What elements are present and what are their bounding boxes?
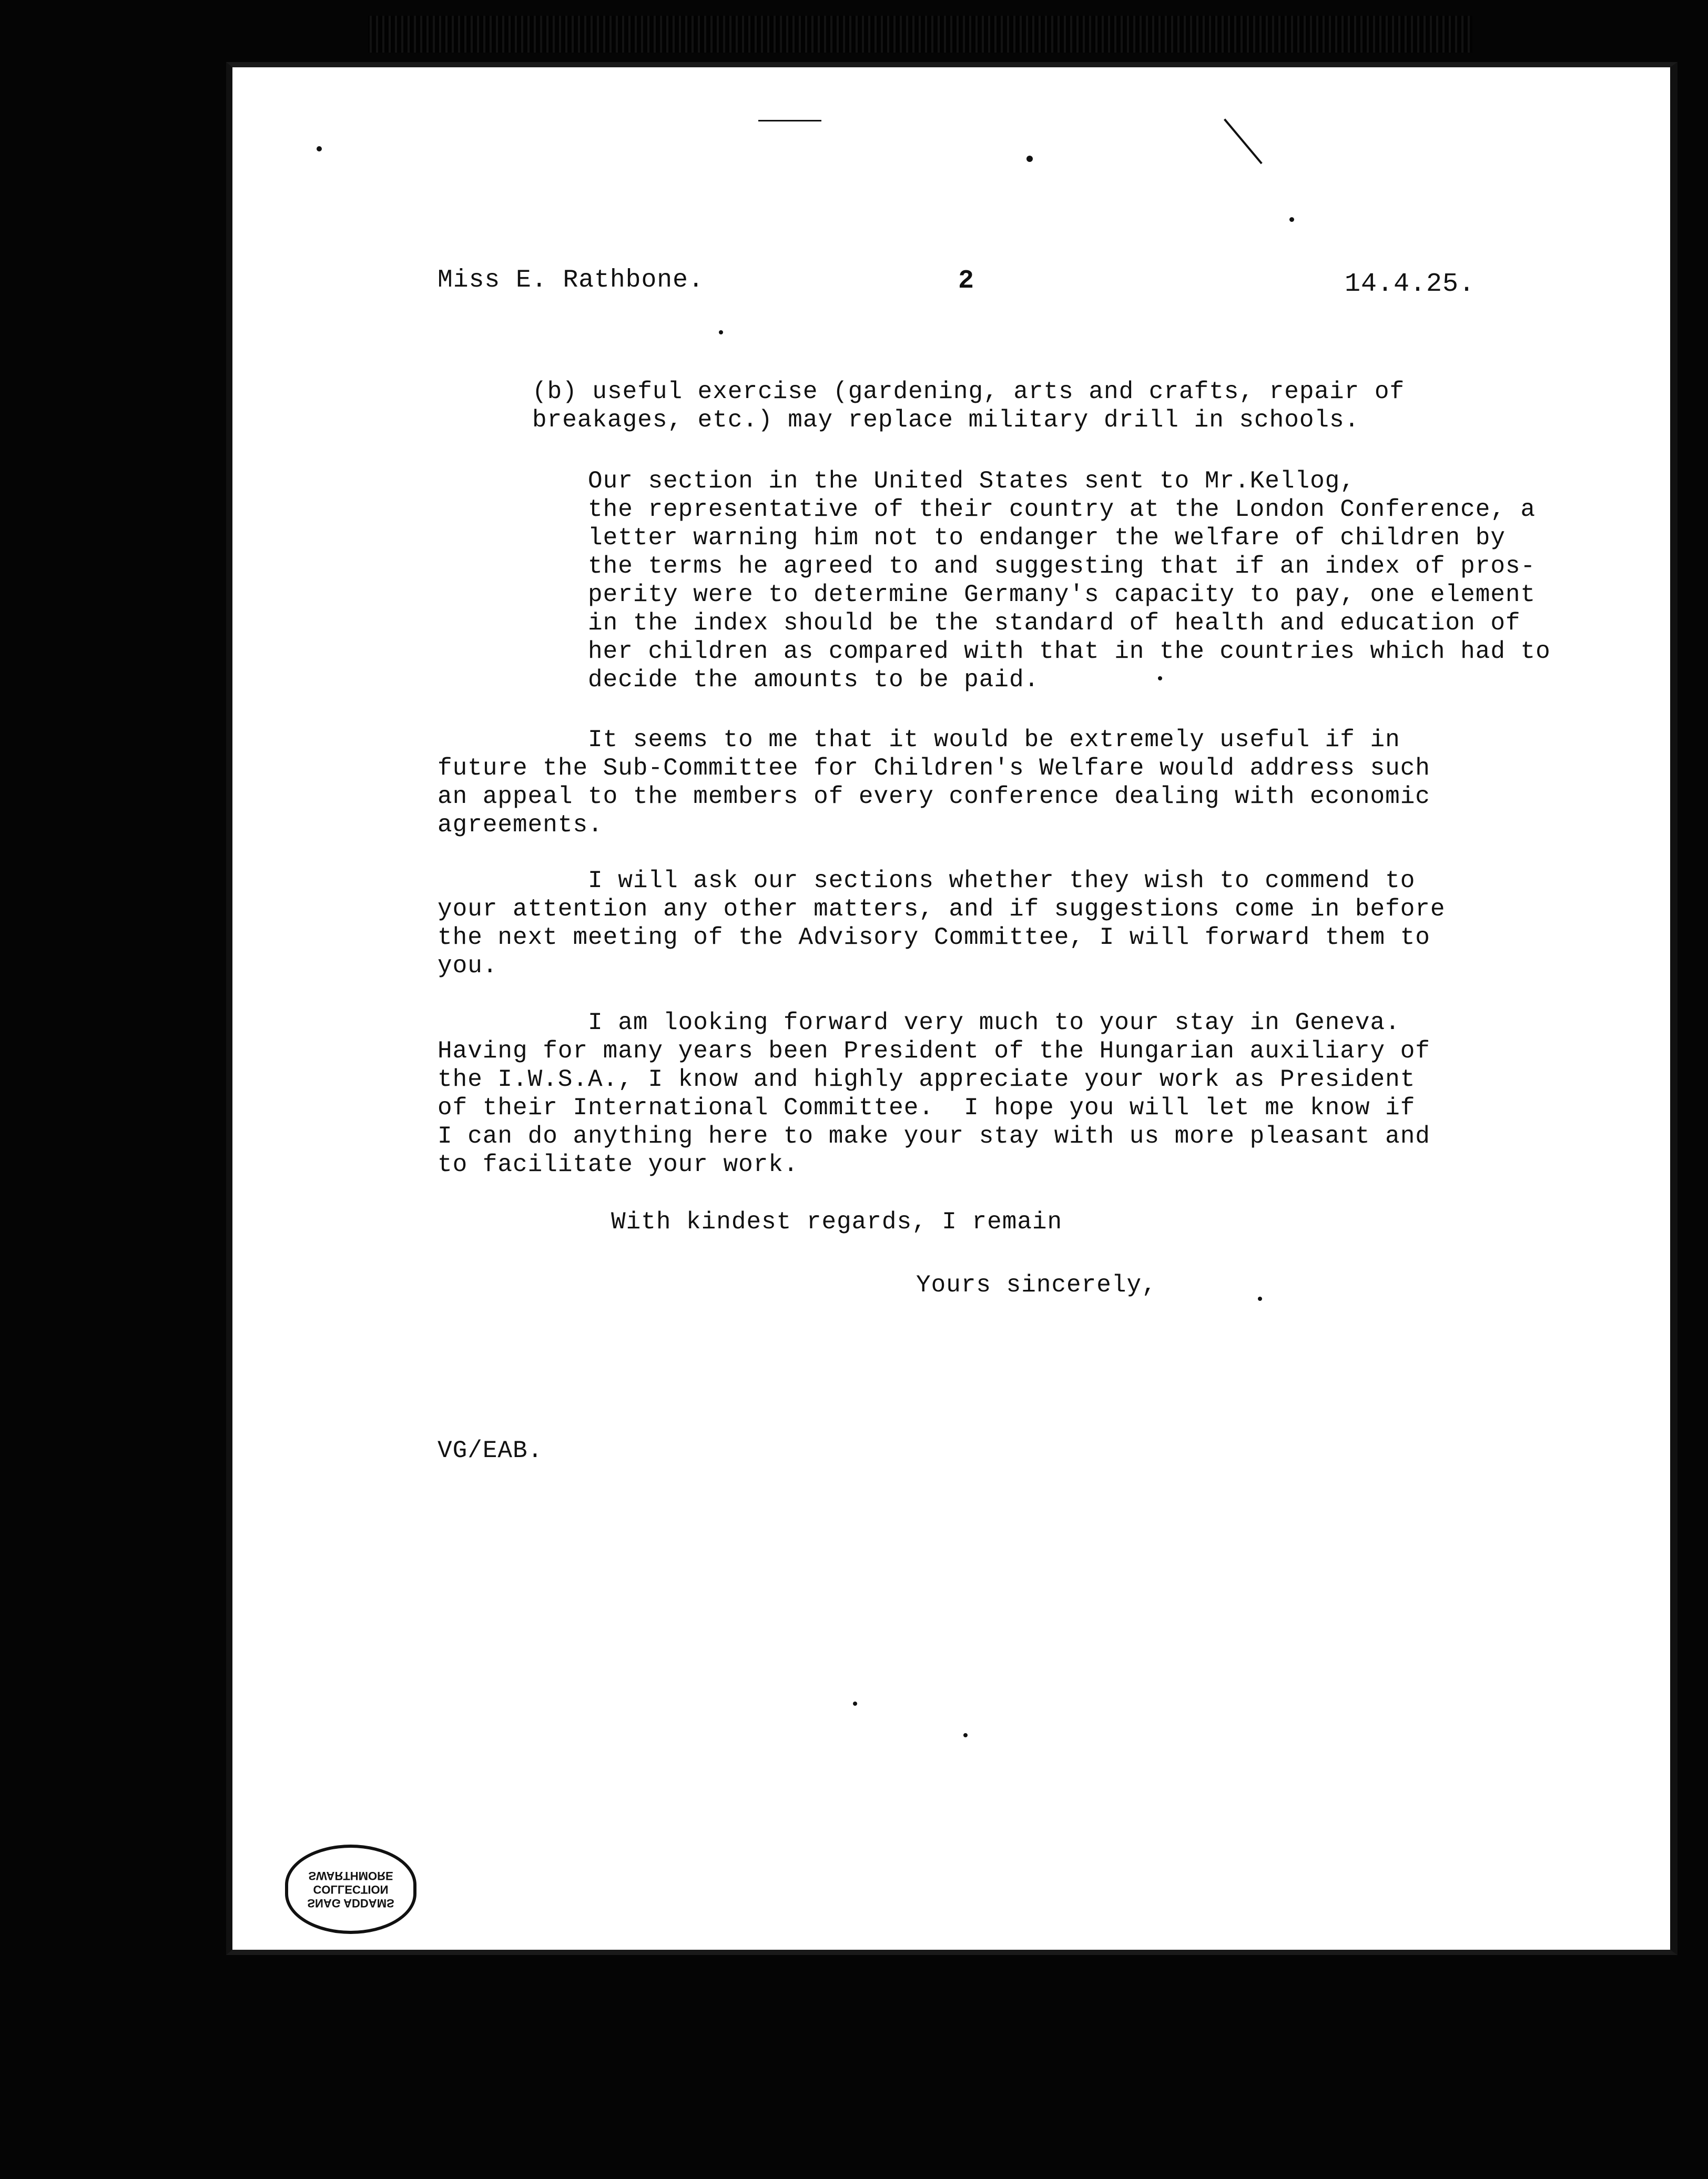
collection-stamp: [285, 1845, 416, 1934]
speck: [317, 146, 322, 151]
signoff-line: Yours sincerely,: [916, 1271, 1157, 1299]
closing-line: With kindest regards, I remain: [611, 1208, 1063, 1236]
paragraph-useful-exercise: (b) useful exercise (gardening, arts and crafts, repair of breakages, etc.) may replace military drill in schools.: [532, 378, 1405, 434]
scan-edge-noise: [368, 16, 1472, 53]
typist-initials: VG/EAB.: [438, 1437, 543, 1464]
stamp-label: SNAG ADDAMS COLLECTION SWARTHMORE: [307, 1869, 394, 1910]
speck: [719, 330, 723, 334]
paragraph-ask-sections: I will ask our sections whether they wish to commend to your attention any other matters, and if suggestions come in before the next meeting of the Advisory Committee, I will forward them to you.: [438, 867, 1446, 980]
speck: [963, 1733, 968, 1737]
page-number: 2: [958, 266, 975, 296]
speck: [1158, 676, 1162, 680]
letter-page: [226, 62, 1678, 1955]
paragraph-geneva: I am looking forward very much to your stay in Geneva. Having for many years been President of the Hungarian auxiliary of the I.W.S.A., I know and highly appreciate your work as President of their International Committee. I hope you will let me know if I can do anything here to make your stay with us more pleasant and to facilitate your work.: [438, 1009, 1430, 1178]
letter-date: 14.4.25.: [1345, 269, 1476, 299]
paragraph-us-section: Our section in the United States sent to Mr.Kellog, the representative of their country at the London Conference, a letter warning him not to endanger the welfare of children by the terms he agreed to and suggesting that if an index of pros- perity were to determine Germany's capacity to pay, one element in the index should be the standard of health and education of her children as compared with that in the countries which had to decide the amounts to be paid.: [588, 467, 1551, 694]
speck: [1258, 1297, 1262, 1301]
speck: [1026, 156, 1033, 162]
paragraph-sub-committee: It seems to me that it would be extremely useful if in future the Sub-Committee for Children's Welfare would address such an appeal to the members of every conference dealing with economic agreements.: [438, 726, 1430, 839]
pen-mark: [758, 120, 821, 121]
pen-mark: [1224, 118, 1263, 164]
speck: [1289, 217, 1294, 222]
recipient-name: Miss E. Rathbone.: [438, 266, 704, 294]
speck: [853, 1702, 857, 1706]
